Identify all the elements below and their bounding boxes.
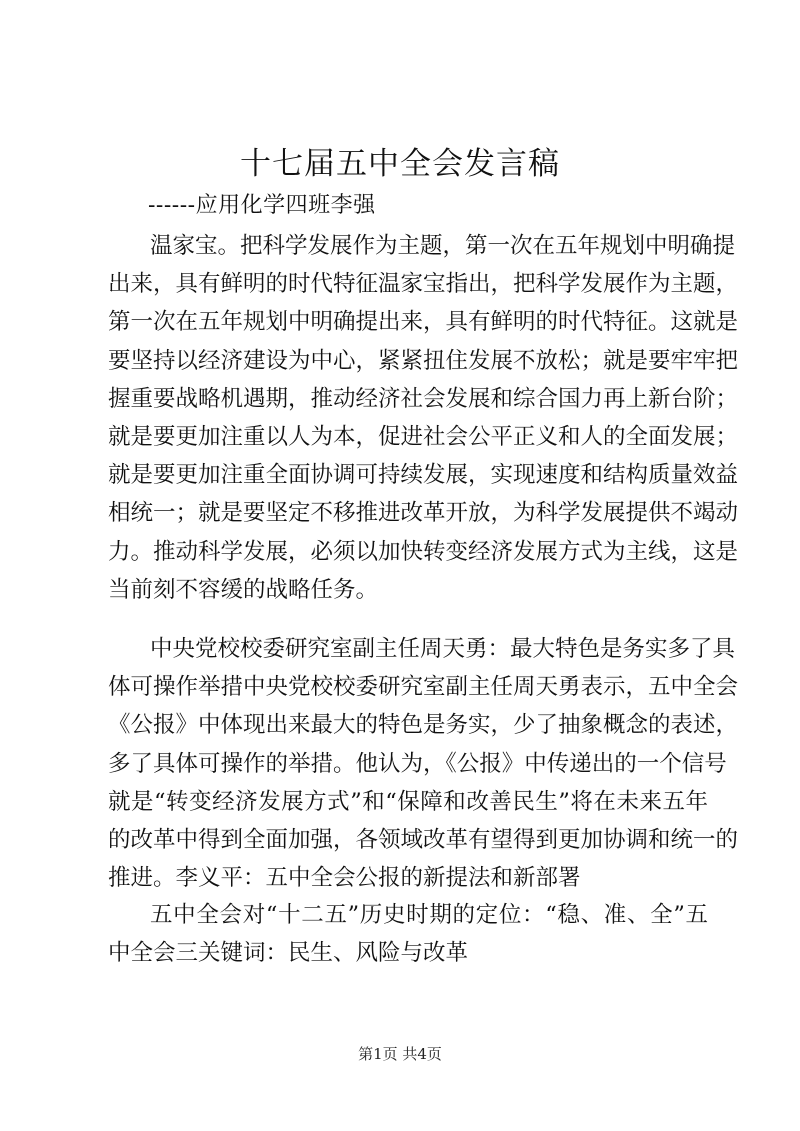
byline: ------应用化学四班李强 bbox=[148, 193, 376, 218]
paragraph-line: 《公报》中体现出来最大的特色是务实，少了抽象概念的表述， bbox=[108, 712, 739, 739]
paragraph bbox=[108, 630, 739, 897]
paragraph-line: 力。推动科学发展，必须以加快转变经济发展方式为主线，这是 bbox=[108, 538, 739, 565]
document-title: 十七届五中全会发言稿 bbox=[240, 146, 560, 182]
paragraph-line: 就是要更加注重全面协调可持续发展，实现速度和结构质量效益 bbox=[108, 462, 739, 489]
paragraph-line: 体可操作举措中央党校校委研究室副主任周天勇表示，五中全会 bbox=[108, 674, 739, 701]
paragraph-line: 相统一；就是要坚定不移推进改革开放，为科学发展提供不竭动 bbox=[108, 500, 739, 527]
paragraph-line: 第一次在五年规划中明确提出来，具有鲜明的时代特征。这就是 bbox=[108, 309, 739, 336]
paragraph-line: 五中全会对“十二五”历史时期的定位：“稳、准、全”五 bbox=[150, 902, 708, 928]
paragraph-line: 握重要战略机遇期，推动经济社会发展和综合国力再上新台阶； bbox=[108, 385, 739, 412]
paragraph-line: 推进。李义平：五中全会公报的新提法和新部署 bbox=[108, 865, 581, 892]
paragraph-line: 出来，具有鲜明的时代特征温家宝指出，把科学发展作为主题， bbox=[108, 271, 739, 298]
paragraph bbox=[108, 896, 708, 972]
paragraph-line: 要坚持以经济建设为中心，紧紧扭住发展不放松；就是要牢牢把 bbox=[108, 347, 739, 374]
paragraph-line: 多了具体可操作的举措。他认为，《公报》中传递出的一个信号 bbox=[108, 750, 727, 777]
paragraph-line: 当前刻不容缓的战略任务。 bbox=[108, 576, 379, 603]
paragraph-line: 中央党校校委研究室副主任周天勇：最大特色是务实多了具 bbox=[150, 636, 736, 662]
paragraph-line: 温家宝。把科学发展作为主题，第一次在五年规划中明确提 bbox=[150, 233, 736, 259]
page-footer: 第1页 共4页 bbox=[358, 1045, 442, 1063]
paragraph-line: 就是要更加注重以人为本，促进社会公平正义和人的全面发展； bbox=[108, 424, 739, 451]
paragraph-line: 就是“转变经济发展方式”和“保障和改善民生”将在未来五年 bbox=[108, 788, 708, 815]
paragraph-line: 中全会三关键词：民生、风险与改革 bbox=[108, 940, 469, 967]
paragraph bbox=[108, 227, 739, 609]
paragraph-line: 的改革中得到全面加强，各领域改革有望得到更加协调和统一的 bbox=[108, 827, 739, 854]
